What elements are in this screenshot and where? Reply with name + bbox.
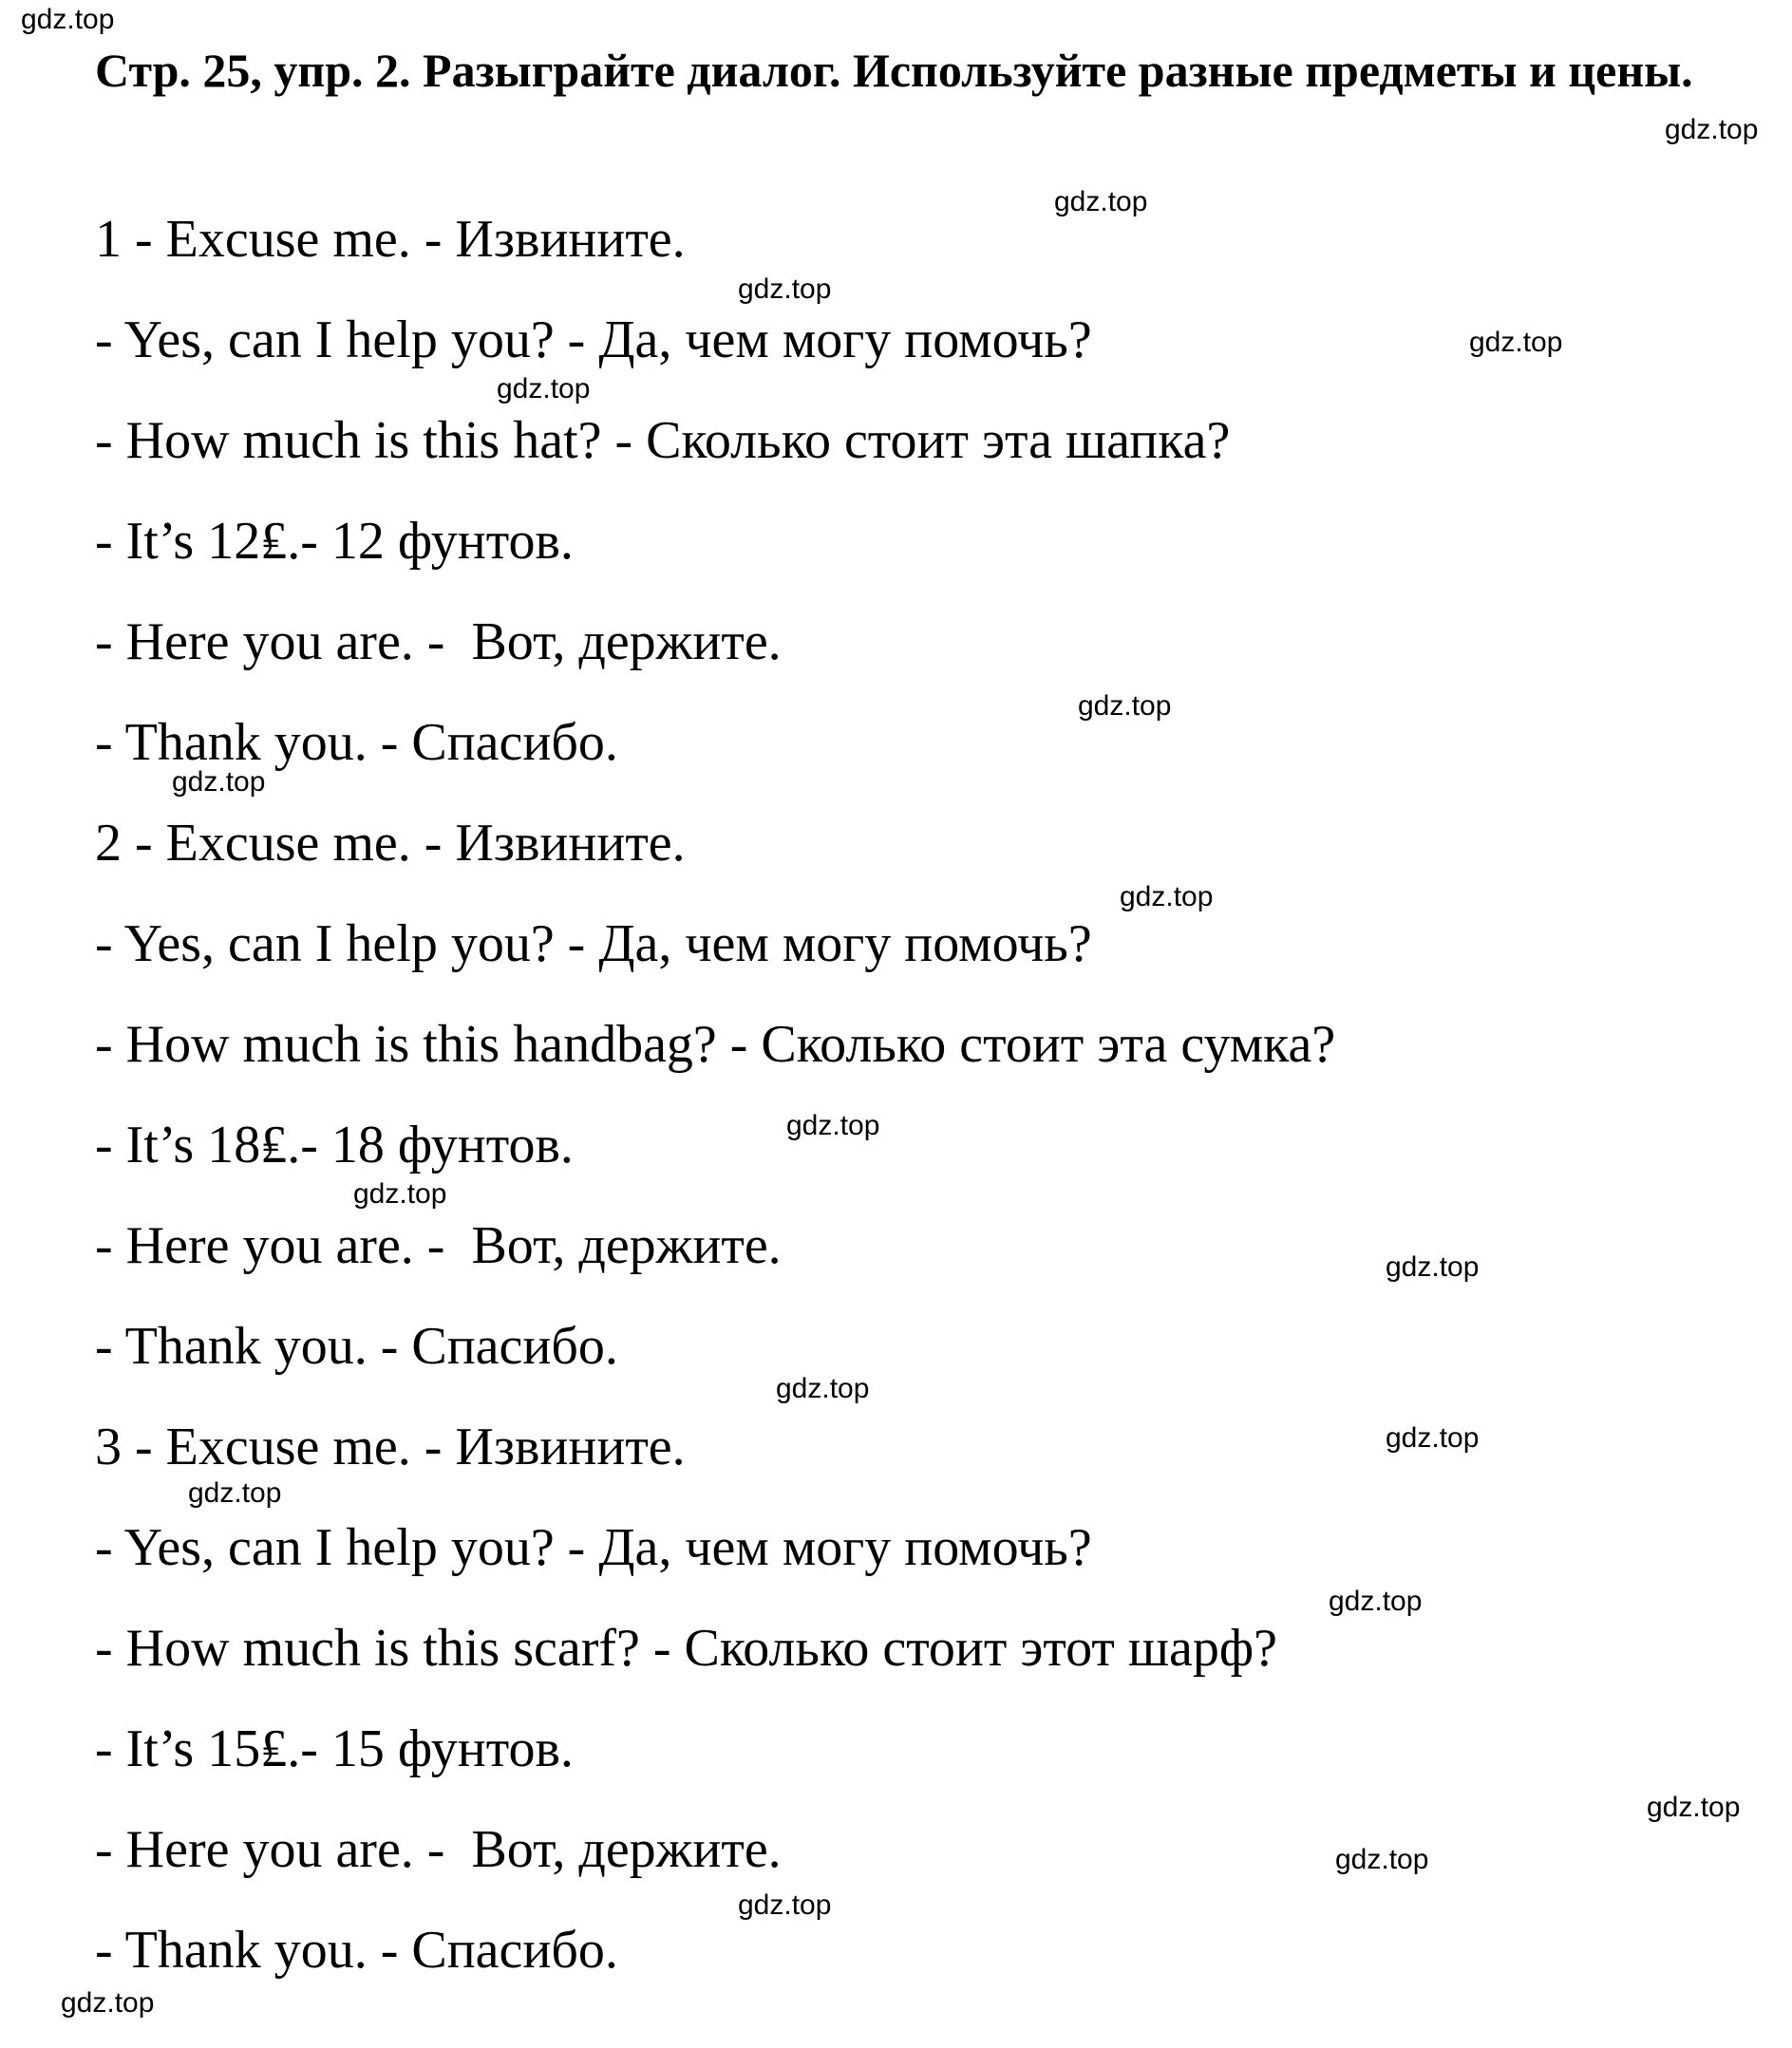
- dialogue-line: - Thank you. - Спасибо.: [95, 1317, 618, 1376]
- watermark: gdz.top: [497, 373, 591, 404]
- watermark: gdz.top: [738, 1889, 832, 1921]
- dialogue-line: - How much is this scarf? - Сколько стоит этот шарф?: [95, 1619, 1277, 1678]
- watermark: gdz.top: [1386, 1422, 1480, 1454]
- watermark: gdz.top: [1386, 1251, 1480, 1283]
- dialogue-line: 2 - Excuse me. - Извините.: [95, 814, 686, 873]
- dialogue-line: - Yes, can I help you? - Да, чем могу помочь?: [95, 914, 1092, 973]
- watermark: gdz.top: [786, 1110, 880, 1141]
- dialogue-line: - Here you are. - Вот, держите.: [95, 1216, 782, 1275]
- dialogue-line: - It’s 15₤.- 15 фунтов.: [95, 1719, 574, 1778]
- dialogue-line: - Thank you. - Спасибо.: [95, 713, 618, 772]
- watermark: gdz.top: [21, 4, 115, 35]
- watermark: gdz.top: [1120, 881, 1214, 912]
- watermark: gdz.top: [1647, 1792, 1741, 1823]
- dialogue-line: - Thank you. - Спасибо.: [95, 1921, 618, 1980]
- watermark: gdz.top: [61, 1987, 155, 2019]
- dialogue-line: - Here you are. - Вот, держите.: [95, 1820, 782, 1879]
- dialogue-line: 1 - Excuse me. - Извините.: [95, 210, 686, 269]
- watermark: gdz.top: [172, 766, 266, 798]
- watermark: gdz.top: [1469, 327, 1563, 358]
- dialogue-line: 3 - Excuse me. - Извините.: [95, 1418, 686, 1476]
- watermark: gdz.top: [188, 1477, 282, 1509]
- watermark: gdz.top: [776, 1373, 870, 1404]
- dialogue-line: - Yes, can I help you? - Да, чем могу помочь?: [95, 1518, 1092, 1577]
- dialogue-line: - It’s 12₤.- 12 фунтов.: [95, 512, 574, 571]
- watermark: gdz.top: [738, 273, 832, 305]
- exercise-title: Стр. 25, упр. 2. Разыграйте диалог. Используйте разные предметы и цены.: [95, 44, 1693, 97]
- watermark: gdz.top: [1665, 114, 1759, 145]
- watermark: gdz.top: [1335, 1844, 1429, 1875]
- dialogue-line: - How much is this hat? - Сколько стоит эта шапка?: [95, 411, 1231, 470]
- watermark: gdz.top: [353, 1178, 447, 1210]
- watermark: gdz.top: [1054, 186, 1148, 217]
- dialogue-line: - It’s 18₤.- 18 фунтов.: [95, 1116, 574, 1174]
- watermark: gdz.top: [1078, 690, 1172, 722]
- watermark: gdz.top: [1329, 1586, 1423, 1617]
- dialogue-line: - How much is this handbag? - Сколько стоит эта сумка?: [95, 1015, 1336, 1074]
- dialogue-line: - Here you are. - Вот, держите.: [95, 612, 782, 671]
- dialogue-line: - Yes, can I help you? - Да, чем могу помочь?: [95, 310, 1092, 369]
